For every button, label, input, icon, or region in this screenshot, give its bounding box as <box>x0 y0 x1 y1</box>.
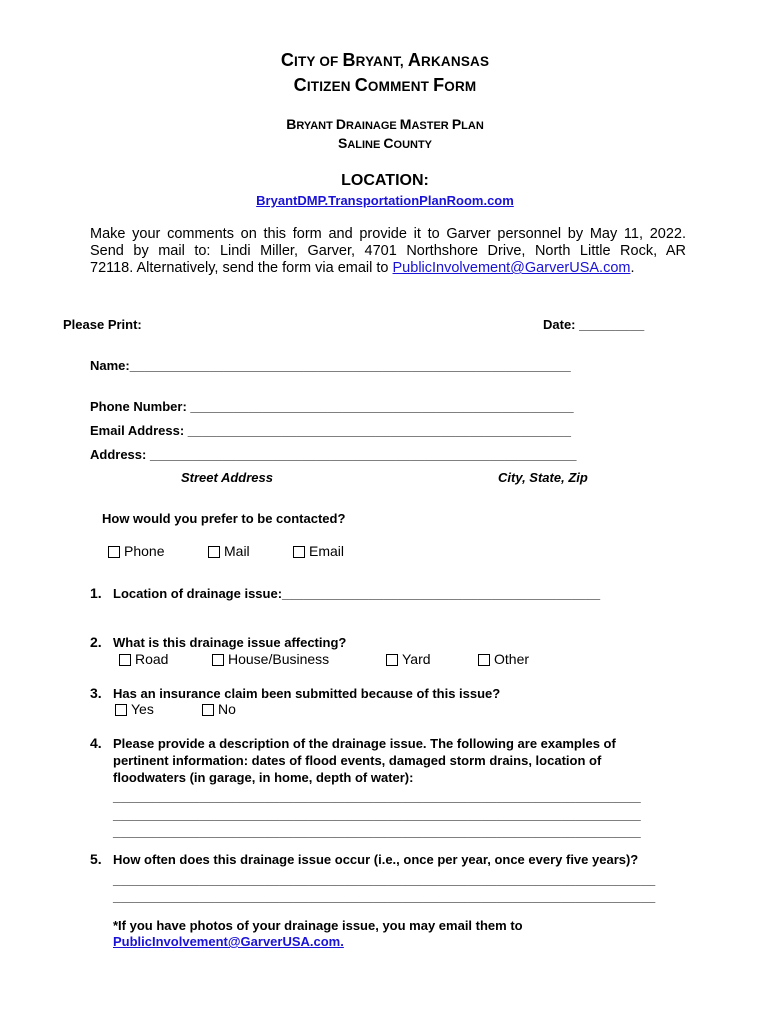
location-label: LOCATION: <box>341 172 429 189</box>
email-field[interactable]: Email Address: _____________________________________________________ <box>90 423 571 438</box>
claim-no-option[interactable]: No <box>202 701 236 717</box>
question-5: How often does this drainage issue occur (i.e., once per year, once every five years)? <box>113 852 639 867</box>
location-link[interactable]: BryantDMP.TransportationPlanRoom.com <box>256 193 514 208</box>
photos-email-link[interactable]: PublicInvolvement@GarverUSA.com. <box>113 934 344 949</box>
affecting-yard-option[interactable]: Yard <box>386 651 431 667</box>
question-3: Has an insurance claim been submitted because of this issue? <box>113 686 501 701</box>
intro-line-3: 72118. Alternatively, send the form via email to PublicInvolvement@GarverUSA.com. <box>90 260 635 276</box>
question-2-number: 2. <box>90 634 102 650</box>
checkbox[interactable] <box>119 654 131 666</box>
affecting-other-option[interactable]: Other <box>478 651 529 667</box>
city-state-zip-label: City, State, Zip <box>498 470 588 485</box>
checkbox[interactable] <box>208 546 220 558</box>
photos-note: *If you have photos of your drainage issue, you may email them to <box>113 918 523 933</box>
street-address-label: Street Address <box>181 470 273 485</box>
claim-yes-option[interactable]: Yes <box>115 701 154 717</box>
checkbox[interactable] <box>293 546 305 558</box>
contact-question: How would you prefer to be contacted? <box>102 511 346 526</box>
question-5-answer-line[interactable]: ___________________________________________________________________________ <box>113 889 656 904</box>
please-print-label: Please Print: <box>63 317 142 332</box>
date-field[interactable]: Date: _________ <box>543 317 645 332</box>
checkbox[interactable] <box>115 704 127 716</box>
question-1-number: 1. <box>90 585 102 601</box>
question-4-answer-line[interactable]: _________________________________________________________________________ <box>113 824 641 839</box>
question-5-answer-line[interactable]: ___________________________________________________________________________ <box>113 872 656 887</box>
phone-field[interactable]: Phone Number: _____________________________________________________ <box>90 399 574 414</box>
checkbox[interactable] <box>386 654 398 666</box>
question-4-line-2: pertinent information: dates of flood events, damaged storm drains, location of <box>113 753 602 768</box>
affecting-house-option[interactable]: House/Business <box>212 651 329 667</box>
question-4-line-1: Please provide a description of the drainage issue. The following are examples of <box>113 736 616 751</box>
county-name: SALINE COUNTY <box>337 135 433 151</box>
checkbox[interactable] <box>202 704 214 716</box>
affecting-road-option[interactable]: Road <box>119 651 168 667</box>
name-field[interactable]: Name:_____________________________________________________________ <box>90 358 571 373</box>
checkbox[interactable] <box>478 654 490 666</box>
question-2: What is this drainage issue affecting? <box>113 635 347 650</box>
form-title: CITIZEN COMMENT FORM <box>293 75 477 95</box>
intro-line-2: Send by mail to: Lindi Miller, Garver, 4701 Northshore Drive, North Little Rock, AR <box>90 243 686 259</box>
question-5-number: 5. <box>90 851 102 867</box>
checkbox[interactable] <box>212 654 224 666</box>
question-4-answer-line[interactable]: _________________________________________________________________________ <box>113 789 641 804</box>
contact-mail-option[interactable]: Mail <box>208 543 250 559</box>
address-field[interactable]: Address: ___________________________________________________________ <box>90 447 577 462</box>
intro-line-1: Make your comments on this form and provide it to Garver personnel by May 11, 2022. <box>90 226 686 242</box>
form-city-heading: CITY OF BRYANT, ARKANSAS <box>280 50 490 70</box>
plan-name: BRYANT DRAINAGE MASTER PLAN <box>286 116 484 132</box>
question-4-line-3: floodwaters (in garage, in home, depth of water): <box>113 770 414 785</box>
checkbox[interactable] <box>108 546 120 558</box>
question-1: Location of drainage issue:____________________________________________ <box>113 586 601 601</box>
email-link[interactable]: PublicInvolvement@GarverUSA.com <box>392 260 631 276</box>
question-4-answer-line[interactable]: _________________________________________________________________________ <box>113 807 641 822</box>
question-3-number: 3. <box>90 685 102 701</box>
contact-email-option[interactable]: Email <box>293 543 344 559</box>
question-4-number: 4. <box>90 735 102 751</box>
question-1-answer-line[interactable]: ____________________________________________ <box>282 586 601 601</box>
contact-phone-option[interactable]: Phone <box>108 543 164 559</box>
